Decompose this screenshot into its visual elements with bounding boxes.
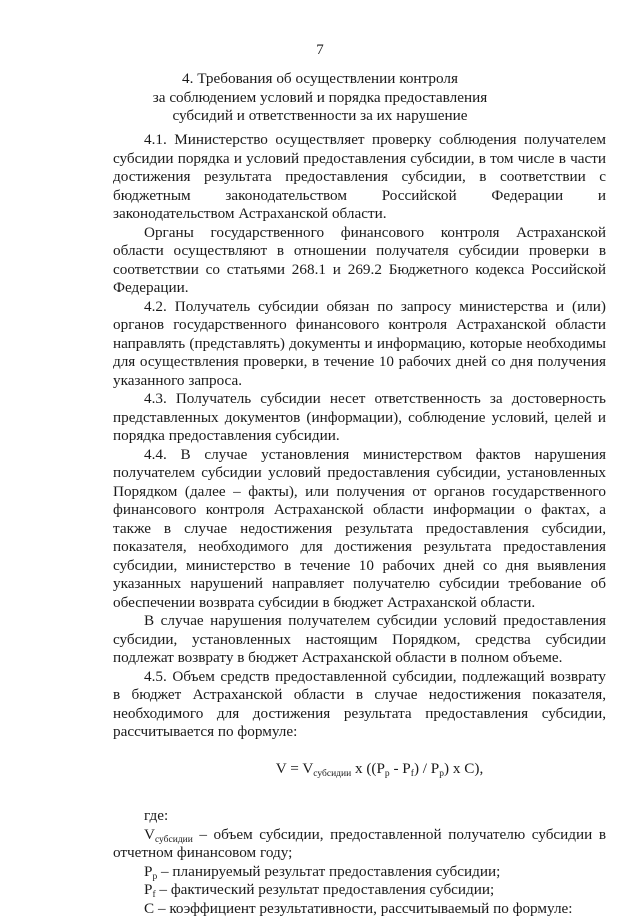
definition-p-planned [113,863,606,882]
paragraph-4-3: 4.3. Получатель субсидии несет ответственность за достоверность представленных документов (информации), соблюдение условий, целей и порядка предоставления субсидии. [113,390,606,446]
heading-line: за соблюдением условий и порядка предоставления [95,89,545,108]
formula-part: ) / P [414,760,439,777]
paragraph-control-bodies: Органы государственного финансового контроля Астраханской области осуществляют в отношении получателя субсидии проверки в соответствии со статьями 268.1 и 269.2 Бюджетного кодекса Российской Федерации. [113,224,606,298]
heading-line: субсидий и ответственности за их нарушение [95,107,545,126]
paragraph-4-4: 4.4. В случае установления министерством фактов нарушения получателем субсидии условий предоставления субсидии, установленных Порядком (далее – факты), или получения от органов государственного финансового контроля Астраханской области информации о фактах, а также в случае недостижения результата предоставления субсидии, показателя, необходимого для достижения результата предоставления субсидии, министерство в течение 10 рабочих дней со дня выявления указанных нарушений направляет получателю субсидии требование об обеспечении возврата субсидии в бюджет Астраханской области. [113,446,606,613]
definition-text: – коэффициент результативности, рассчитываемый по формуле: [154,900,572,917]
paragraph-violation: В случае нарушения получателем субсидии условий предоставления субсидии, установленных настоящим Порядком, средства субсидии подлежат возврату в бюджет Астраханской области в полном объеме. [113,612,606,668]
document-body [113,131,606,918]
definition-symbol: C [144,900,154,917]
formula-subscript: f [411,769,414,779]
definition-symbol: P [144,863,152,880]
formula-subscript: p [439,769,444,779]
formula-part: ) x C), [444,760,483,777]
section-heading [95,70,545,126]
page-number: 7 [0,42,640,59]
definition-text: – планируемый результат предоставления субсидии; [157,863,500,880]
heading-line: 4. Требования об осуществлении контроля [95,70,545,89]
formula-part: x ((P [351,760,385,777]
formula-part: - P [390,760,411,777]
formula-subscript: субсидии [313,769,351,779]
paragraph-4-2: 4.2. Получатель субсидии обязан по запросу министерства и (или) органов государственного финансового контроля Астраханской области направлять (представлять) документы и информацию, которые необходимы для осуществления проверки, в течение 10 рабочих дней со дня получения указанного запроса. [113,298,606,391]
formula-subscript: p [385,769,390,779]
definition-symbol: P [144,881,152,898]
definition-c-coefficient [113,900,606,918]
definition-v-subsidy [113,826,606,863]
definition-p-actual [113,881,606,900]
where-label: где: [113,807,606,826]
refund-formula [113,760,606,779]
formula-part: V = V [276,760,314,777]
paragraph-4-5: 4.5. Объем средств предоставленной субсидии, подлежащий возврату в бюджет Астраханской области в случае недостижения показателя, необходимого для достижения результата предоставления субсидии, рассчитывается по формуле: [113,668,606,742]
definition-text: – фактический результат предоставления субсидии; [156,881,495,898]
paragraph-4-1: 4.1. Министерство осуществляет проверку соблюдения получателем субсидии порядка и условий предоставления субсидии, в том числе в части достижения результата предоставления субсидии, в соответствии с бюджетным законодательством Российской Федерации и законодательством Астраханской области. [113,131,606,224]
definition-symbol: V [144,826,155,843]
definition-subscript: p [152,872,157,882]
definition-text: – объем субсидии, предоставленной получателю субсидии в отчетном финансовом году; [113,826,606,862]
definition-subscript: f [152,890,155,900]
definition-subscript: субсидии [155,835,193,845]
